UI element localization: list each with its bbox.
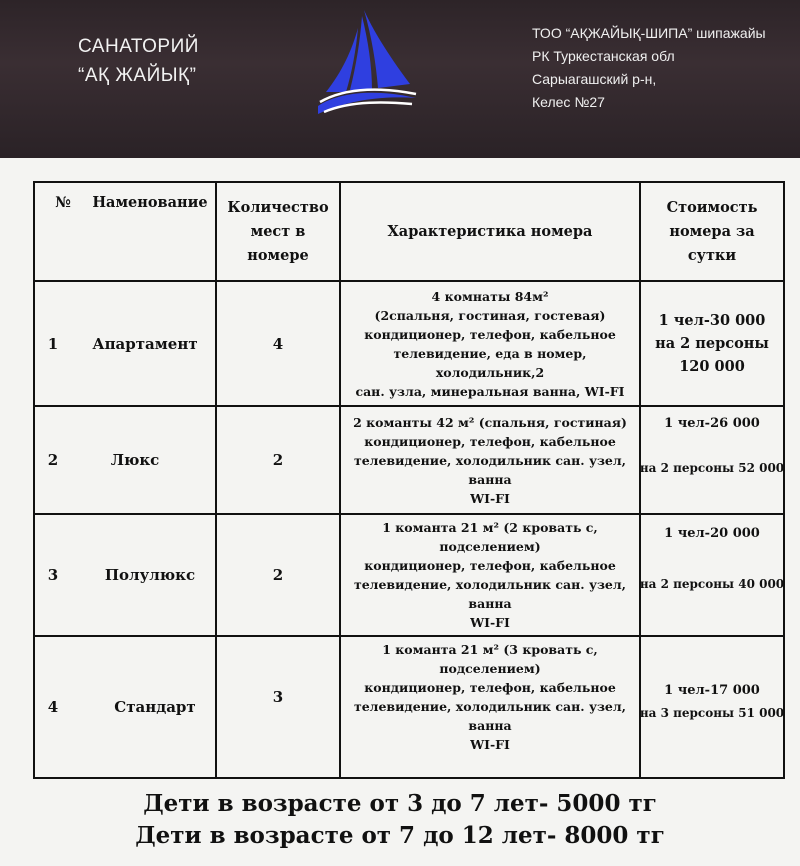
description-line: телевидение, холодильник сан. узел, ванна	[353, 577, 627, 611]
header-seats	[217, 183, 339, 280]
price-line: 1 чел-20 000	[664, 526, 760, 541]
price-line: на 2 персоны	[655, 335, 769, 352]
room-name: Стандарт	[114, 698, 196, 716]
room-seats: 2	[272, 566, 284, 584]
children-price-line-1: Дети в возрасте от 3 до 7 лет- 5000 тг	[143, 790, 657, 817]
sanatorium-name	[78, 32, 199, 90]
room-seats: 3	[272, 688, 284, 706]
address-line-3: Келес №27	[532, 94, 605, 110]
header-price-line: номера за	[669, 222, 755, 240]
row-number: 4	[47, 698, 59, 716]
sanatorium-name-line1: САНАТОРИЙ	[78, 36, 199, 57]
header-seats-line: номере	[247, 246, 309, 264]
price-table	[33, 181, 785, 779]
room-description	[341, 637, 639, 757]
header-banner	[0, 0, 800, 158]
header-name: Наменование	[92, 194, 208, 211]
room-description	[341, 515, 639, 635]
row-number: 1	[47, 334, 59, 353]
address-line-1: РК Туркестанская обл	[532, 48, 675, 64]
row-number: 2	[47, 451, 59, 469]
price-line: на 2 персоны 40 000	[639, 577, 785, 591]
room-price	[641, 407, 783, 513]
header-seats-line: Количество	[227, 198, 329, 216]
description-line: сан. узла, минеральная ванна, WI-FI	[355, 383, 625, 399]
description-line: кондиционер, телефон, кабельное	[364, 326, 616, 342]
price-line: на 2 персоны 52 000	[639, 461, 785, 475]
description-line: (2спальня, гостиная, гостевая)	[374, 307, 606, 323]
price-line: 1 чел-26 000	[664, 416, 760, 431]
room-description	[341, 282, 639, 405]
room-price	[641, 637, 783, 767]
description-line: кондиционер, телефон, кабельное	[364, 680, 616, 695]
description-line: 2 команты 42 м² (спальня, гостиная)	[353, 414, 627, 430]
header-price	[641, 183, 783, 280]
header-price-line: сутки	[687, 246, 737, 264]
room-description	[341, 407, 639, 513]
organization-info	[532, 22, 766, 114]
price-line: на 3 персоны 51 000	[639, 706, 785, 720]
description-line: телевидение, холодильник сан. узел, ванна	[353, 699, 627, 733]
sanatorium-name-line2: “АҚ ЖАЙЫҚ”	[78, 65, 197, 86]
children-price-line-2: Дети в возрасте от 7 до 12 лет- 8000 тг	[135, 822, 665, 849]
description-line: 1 команта 21 м² (2 кровать с, подселением)	[382, 520, 598, 554]
header-price-line: Стоимость	[666, 198, 758, 216]
room-name: Апартамент	[92, 334, 198, 353]
room-name: Полулюкс	[104, 566, 196, 584]
description-line: 1 команта 21 м² (3 кровать с, подселением)	[382, 642, 598, 676]
address-line-2: Сарыагашский р-н,	[532, 71, 657, 87]
header-num: №	[55, 194, 71, 211]
description-line: 4 комнаты 84м²	[431, 288, 549, 304]
room-seats: 4	[272, 334, 284, 353]
price-line: 1 чел-17 000	[664, 683, 760, 698]
header-seats-line: мест в	[250, 222, 306, 240]
description-line: телевидение, холодильник сан. узел, ванна	[353, 452, 627, 487]
description-line: телевидение, еда в номер, холодильник,2	[393, 345, 587, 380]
sailboat-icon	[312, 6, 422, 124]
description-line: WI-FI	[470, 615, 510, 630]
org-name: ТОО “АҚЖАЙЫҚ-ШИПА” шипажайы	[532, 25, 766, 41]
row-number: 3	[47, 566, 59, 584]
price-line: 120 000	[679, 358, 745, 375]
description-line: WI-FI	[470, 490, 510, 506]
room-price	[641, 515, 783, 635]
description-line: кондиционер, телефон, кабельное	[364, 433, 616, 449]
room-price	[641, 282, 783, 405]
room-seats: 2	[272, 451, 284, 469]
description-line: кондиционер, телефон, кабельное	[364, 558, 616, 573]
header-description: Характеристика номера	[387, 222, 593, 240]
price-line: 1 чел-30 000	[658, 312, 766, 329]
room-name: Люкс	[110, 451, 160, 469]
description-line: WI-FI	[470, 737, 510, 752]
